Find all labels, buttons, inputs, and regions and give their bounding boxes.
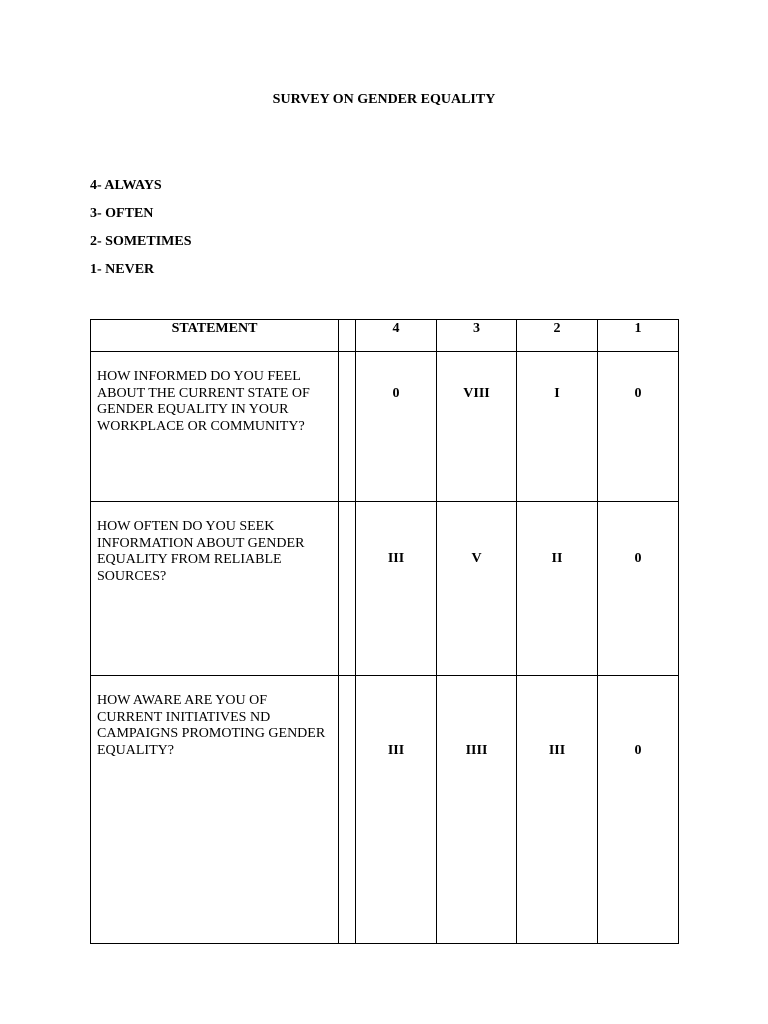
table-row (91, 352, 679, 502)
tally-cell-3: IIII (437, 676, 517, 944)
header-rating-3: 3 (437, 320, 517, 352)
tally-cell-3: V (437, 502, 517, 676)
header-blank (339, 320, 356, 352)
tally-cell-4: III (356, 676, 437, 944)
tally-cell-4: III (356, 502, 437, 676)
scale-item-always: 4- ALWAYS (90, 178, 162, 193)
tally-cell-1: 0 (598, 352, 679, 502)
tally-cell-2: II (517, 502, 598, 676)
scale-item-sometimes: 2- SOMETIMES (90, 234, 192, 249)
header-rating-1: 1 (598, 320, 679, 352)
rating-scale-legend (90, 177, 192, 289)
page-title: SURVEY ON GENDER EQUALITY (272, 92, 496, 107)
header-rating-4: 4 (356, 320, 437, 352)
statement-cell: HOW INFORMED DO YOU FEEL ABOUT THE CURRENT STATE OF GENDER EQUALITY IN YOUR WORKPLACE OR COMMUNITY? (91, 352, 339, 502)
scale-item-often: 3- OFTEN (90, 206, 154, 221)
tally-cell-3: VIII (437, 352, 517, 502)
table-row (91, 676, 679, 944)
blank-cell (339, 502, 356, 676)
tally-cell-2: III (517, 676, 598, 944)
statement-cell: HOW OFTEN DO YOU SEEK INFORMATION ABOUT GENDER EQUALITY FROM RELIABLE SOURCES? (91, 502, 339, 676)
header-rating-2: 2 (517, 320, 598, 352)
table-header-row (91, 320, 679, 352)
tally-cell-2: I (517, 352, 598, 502)
statement-cell: HOW AWARE ARE YOU OF CURRENT INITIATIVES ND CAMPAIGNS PROMOTING GENDER EQUALITY? (91, 676, 339, 944)
tally-cell-1: 0 (598, 676, 679, 944)
header-statement: STATEMENT (91, 320, 339, 352)
blank-cell (339, 676, 356, 944)
tally-cell-1: 0 (598, 502, 679, 676)
scale-item-never: 1- NEVER (90, 262, 155, 277)
blank-cell (339, 352, 356, 502)
tally-cell-4: 0 (356, 352, 437, 502)
table-row (91, 502, 679, 676)
survey-table (90, 319, 679, 944)
